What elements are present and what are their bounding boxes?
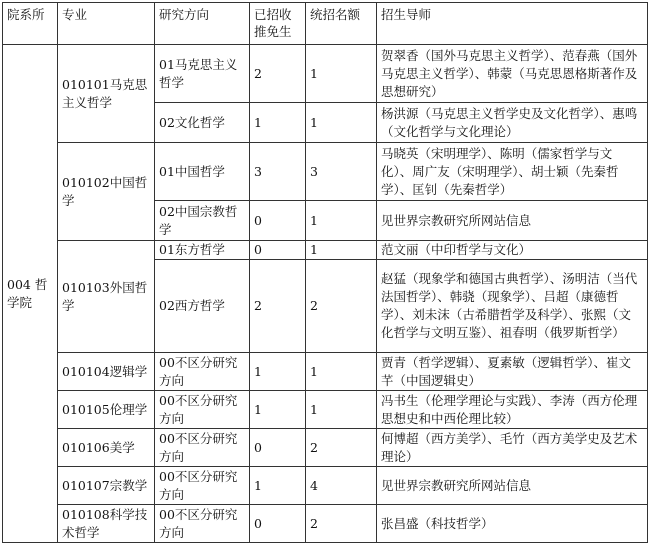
advisors-cell: 冯书生（伦理学理论与实践）、李涛（西方伦理思想史和中西伦理比较） [377,391,648,429]
unified-cell: 2 [306,260,377,353]
major-cell: 010107宗教学 [58,467,155,505]
table-row [3,45,648,103]
admitted-cell: 2 [250,45,306,103]
direction-cell: 02西方哲学 [155,260,250,353]
admitted-cell: 0 [250,201,306,241]
direction-cell: 02文化哲学 [155,103,250,143]
direction-cell: 02中国宗教哲学 [155,201,250,241]
direction-cell: 01东方哲学 [155,241,250,260]
unified-cell: 1 [306,241,377,260]
unified-cell: 1 [306,353,377,391]
header-unified: 统招名额 [306,3,377,45]
advisors-cell: 张昌盛（科技哲学） [377,505,648,543]
major-cell: 010103外国哲学 [58,241,155,353]
admitted-cell: 1 [250,103,306,143]
direction-cell: 00不区分研究方向 [155,353,250,391]
admitted-cell: 1 [250,467,306,505]
admitted-cell: 0 [250,241,306,260]
enrollment-table [2,2,648,543]
admitted-cell: 3 [250,143,306,201]
department-cell: 004 哲学院 [3,45,58,543]
header-direction: 研究方向 [155,3,250,45]
table-row [3,467,648,505]
direction-cell: 00不区分研究方向 [155,467,250,505]
advisors-cell: 马晓英（宋明理学）、陈明（儒家哲学与文化）、周广友（宋明理学）、胡士颖（先秦哲学）、匡钊（先秦哲学） [377,143,648,201]
table-row [3,241,648,260]
unified-cell: 1 [306,391,377,429]
major-cell: 010106美学 [58,429,155,467]
major-cell: 010102中国哲学 [58,143,155,241]
unified-cell: 1 [306,103,377,143]
direction-cell: 00不区分研究方向 [155,391,250,429]
advisors-cell: 见世界宗教研究所网站信息 [377,467,648,505]
direction-cell: 01马克思主义哲学 [155,45,250,103]
advisors-cell: 见世界宗教研究所网站信息 [377,201,648,241]
header-major: 专业 [58,3,155,45]
admitted-cell: 1 [250,391,306,429]
major-cell: 010101马克思主义哲学 [58,45,155,143]
direction-cell: 00不区分研究方向 [155,505,250,543]
advisors-cell: 范文丽（中印哲学与文化） [377,241,648,260]
header-admitted: 已招收推免生 [250,3,306,45]
advisors-cell: 何博超（西方美学）、毛竹（西方美学史及艺术理论） [377,429,648,467]
advisors-cell: 杨洪源（马克思主义哲学史及文化哲学）、惠鸣（文化哲学与文化理论） [377,103,648,143]
unified-cell: 4 [306,467,377,505]
major-cell: 010108科学技术哲学 [58,505,155,543]
header-row [3,3,648,45]
table-row [3,353,648,391]
unified-cell: 3 [306,143,377,201]
unified-cell: 2 [306,505,377,543]
enrollment-table-container [2,2,647,543]
major-cell: 010104逻辑学 [58,353,155,391]
unified-cell: 1 [306,201,377,241]
admitted-cell: 1 [250,353,306,391]
admitted-cell: 2 [250,260,306,353]
header-dept: 院系所 [3,3,58,45]
admitted-cell: 0 [250,505,306,543]
unified-cell: 1 [306,45,377,103]
advisors-cell: 赵猛（现象学和德国古典哲学）、汤明洁（当代法国哲学）、韩骁（现象学）、吕超（康德哲学）、刘未沫（古希腊哲学及科学）、张熙（文化哲学与文明互鉴）、祖春明（俄罗斯哲学） [377,260,648,353]
table-row [3,429,648,467]
table-row [3,391,648,429]
direction-cell: 01中国哲学 [155,143,250,201]
direction-cell: 00不区分研究方向 [155,429,250,467]
header-advisors: 招生导师 [377,3,648,45]
table-row [3,143,648,201]
advisors-cell: 贾青（哲学逻辑）、夏素敏（逻辑哲学）、崔文芊（中国逻辑史） [377,353,648,391]
admitted-cell: 0 [250,429,306,467]
advisors-cell: 贺翠香（国外马克思主义哲学）、范春燕（国外马克思主义哲学）、韩蒙（马克思恩格斯著作及思想研究） [377,45,648,103]
major-cell: 010105伦理学 [58,391,155,429]
unified-cell: 2 [306,429,377,467]
